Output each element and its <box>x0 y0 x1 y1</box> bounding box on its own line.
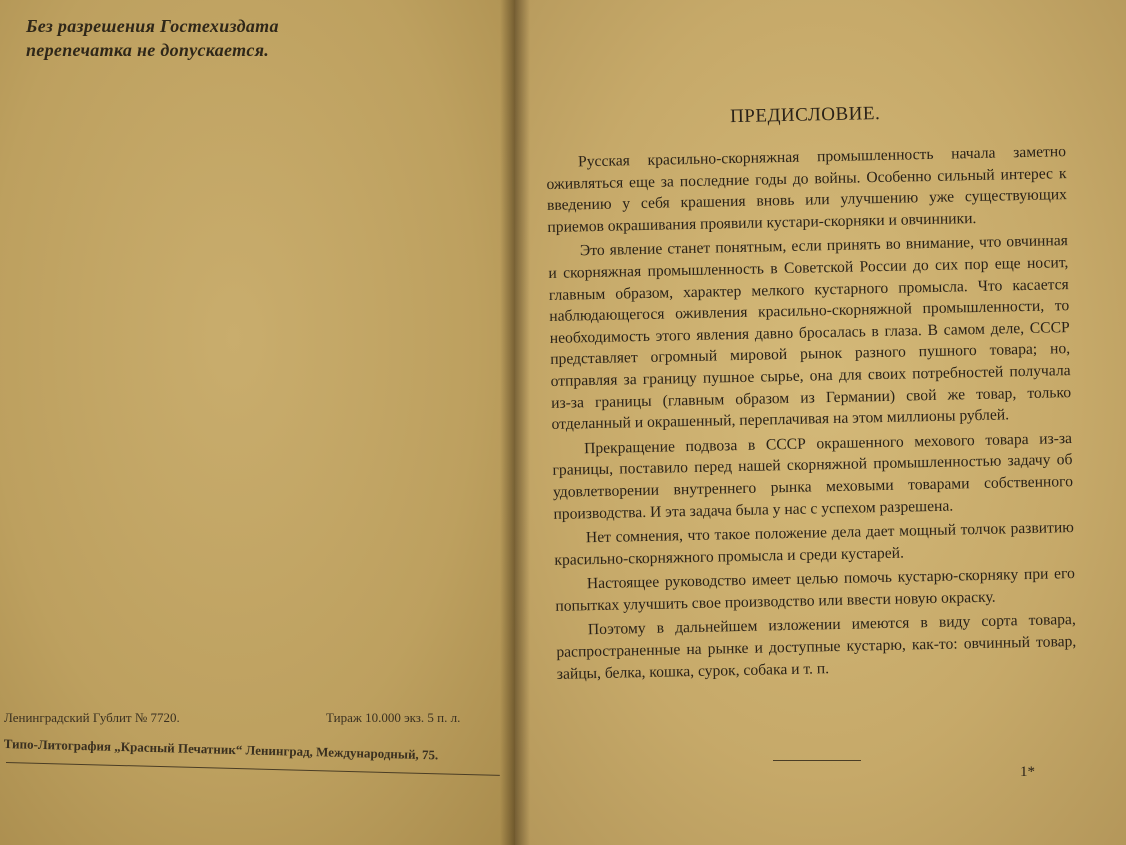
preface-paragraph: Настоящее руководство имеет целью помочь кустарю-скорняку при его попытках улучшить свое производство или ввести новую окраску. <box>555 565 1076 615</box>
preface-content <box>545 99 1077 688</box>
preface-paragraph: Поэтому в дальнейшем изложении имеются в виду сорта товара, распространенные на рынке и доступные кустарю, как-то: овчинный товар, зайцы, белка, кошка, сурок, собака и т. п. <box>556 611 1077 683</box>
book-gutter <box>500 0 530 845</box>
preface-paragraph: Нет сомнения, что такое положение дела дает мощный толчок развитию красильно-скорняжного промысла и среди кустарей. <box>554 519 1075 569</box>
reprint-notice-line: перепечатка не допускается. <box>26 40 270 60</box>
preface-paragraph: Это явление станет понятным, если принять во внимание, что овчинная и скорняжная промышленность в Советской России до сих пор еще носит, главным образом, характер мелкого кустарного промысла. Что касается наблюдающегося оживления красильно-скорняжной промышленности, то необходимость этого явления давно бросалась в глаза. В самом деле, СССР представляет огромный мировой рынок разного пушного товара; но, отправляя за границу пушное сырье, она для своих потребностей получала из-за границы (главным образом из Германии) свой же товар, только отделанный и окрашенный, переплачивая на этом миллионы рублей. <box>548 232 1072 434</box>
reprint-notice <box>26 14 279 62</box>
print-run: Тираж 10.000 экз. 5 п. л. <box>326 710 461 725</box>
printer-name: Типо-Литография „Красный Печатник“ Ленинград, Международный, 75. <box>3 736 439 763</box>
preface-paragraph: Прекращение подвоза в СССР окрашенного мехового товара из-за границы, поставило перед нашей скорняжной промышленностью задачу об удовлетворении внутреннего рынка меховыми товарами собственного производства. И эта задача была у нас с успехом разрешена. <box>552 429 1074 523</box>
preface-paragraph: Русская красильно-скорняжная промышленность начала заметно оживляться еще за последние годы до войны. Особенно сильный интерес к введению у себя крашения вновь или улучшению уже существующих приемов окрашивания проявили кустари-скорняки и овчинники. <box>546 143 1068 236</box>
reprint-notice-line: Без разрешения Гостехиздата <box>26 16 279 36</box>
footer-divider <box>773 760 861 761</box>
page-title: ПРЕДИСЛОВИЕ. <box>729 102 881 128</box>
gublit-number: Ленинградский Гублит № 7720. <box>4 710 180 725</box>
page-number: 1* <box>1020 764 1035 780</box>
